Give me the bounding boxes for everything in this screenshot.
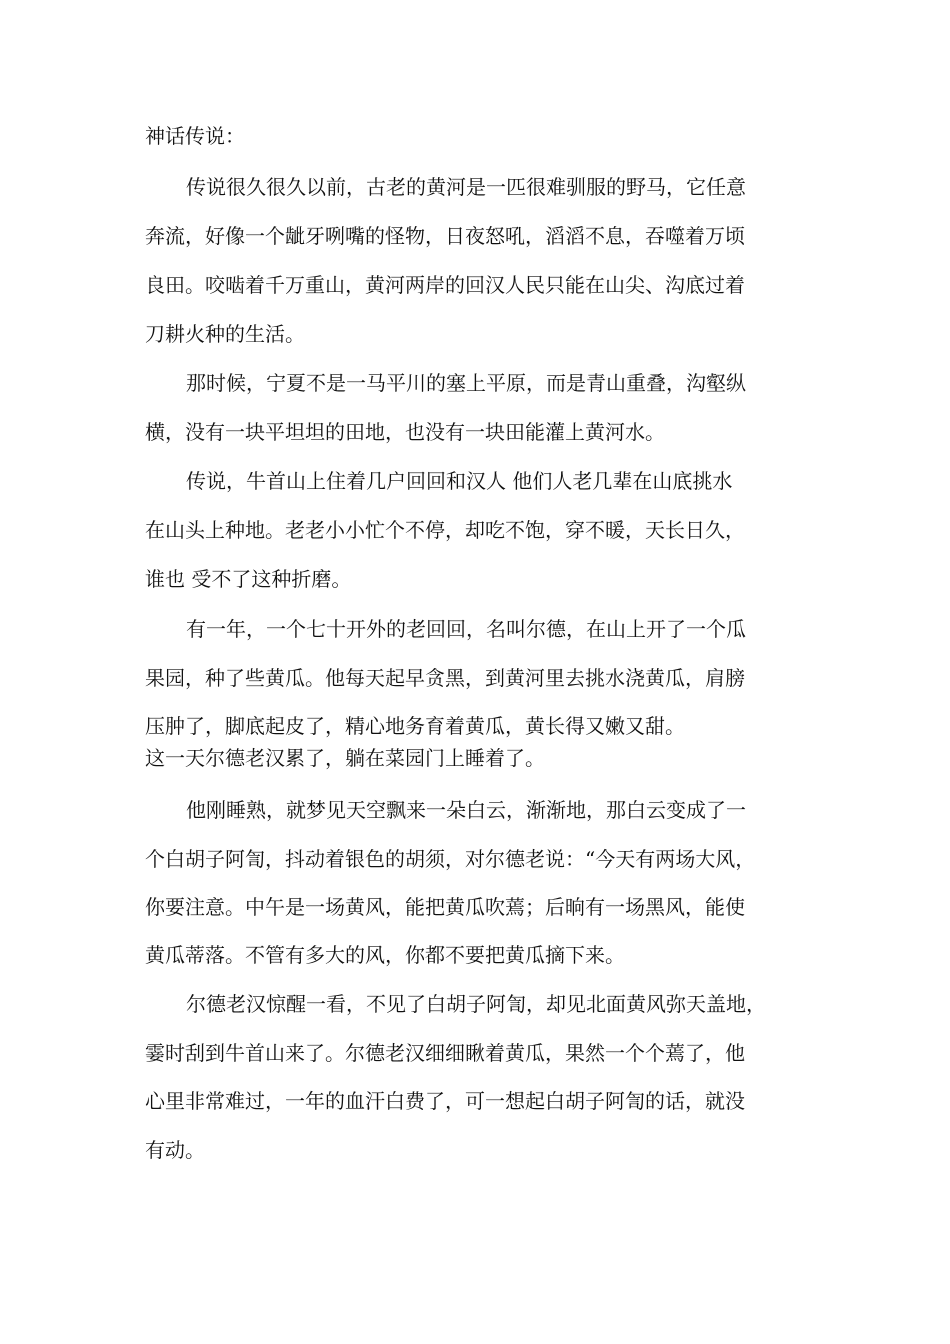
text-line: 有一年，一个七十开外的老回回，名叫尔德，在山上开了一个瓜	[186, 617, 746, 641]
text-line: 奔流，好像一个龇牙咧嘴的怪物，日夜怒吼，滔滔不息，吞噬着万顷	[145, 224, 745, 248]
text-line: 你要注意。中午是一场黄风，能把黄瓜吹蔫；后晌有一场黑风，能使	[145, 895, 745, 919]
text-line: 果园，种了些黄瓜。他每天起早贪黑，到黄河里去挑水浇黄瓜，肩膀	[145, 666, 745, 690]
text-line: 他刚睡熟，就梦见天空飘来一朵白云，渐渐地，那白云变成了一	[186, 798, 746, 822]
text-line: 传说很久很久以前，古老的黄河是一匹很难驯服的野马，它任意	[186, 175, 746, 199]
text-line: 有动。	[145, 1138, 205, 1162]
text-line: 这一天尔德老汉累了，躺在菜园门上睡着了。	[145, 746, 545, 770]
text-line: 个白胡子阿訇，抖动着银色的胡须，对尔德老说：“今天有两场大风，	[145, 847, 756, 871]
text-line: 良田。咬啮着千万重山，黄河两岸的回汉人民只能在山尖、沟底过着	[145, 273, 745, 297]
text-line: 刀耕火种的生活。	[145, 322, 305, 346]
text-line: 在山头上种地。老老小小忙个不停，却吃不饱，穿不暖，天长日久，	[145, 518, 745, 542]
text-line: 谁也 受不了这种折磨。	[145, 567, 352, 591]
text-line: 传说，牛首山上住着几户回回和汉人 他们人老几辈在山底挑水	[186, 469, 733, 493]
document-title: 神话传说：	[145, 124, 245, 148]
text-line: 压肿了，脚底起皮了，精心地务育着黄瓜，黄长得又嫩又甜。	[145, 714, 685, 738]
text-line: 横，没有一块平坦坦的田地，也没有一块田能灌上黄河水。	[145, 420, 665, 444]
text-line: 黄瓜蒂落。不管有多大的风，你都不要把黄瓜摘下来。	[145, 943, 625, 967]
text-line: 心里非常难过，一年的血汗白费了，可一想起白胡子阿訇的话，就没	[145, 1089, 745, 1113]
text-line: 那时候，宁夏不是一马平川的塞上平原，而是青山重叠，沟壑纵	[186, 371, 746, 395]
text-line: 尔德老汉惊醒一看，不见了白胡子阿訇，却见北面黄风弥天盖地，	[186, 992, 766, 1016]
text-line: 霎时刮到牛首山来了。尔德老汉细细瞅着黄瓜，果然一个个蔫了，他	[145, 1041, 745, 1065]
